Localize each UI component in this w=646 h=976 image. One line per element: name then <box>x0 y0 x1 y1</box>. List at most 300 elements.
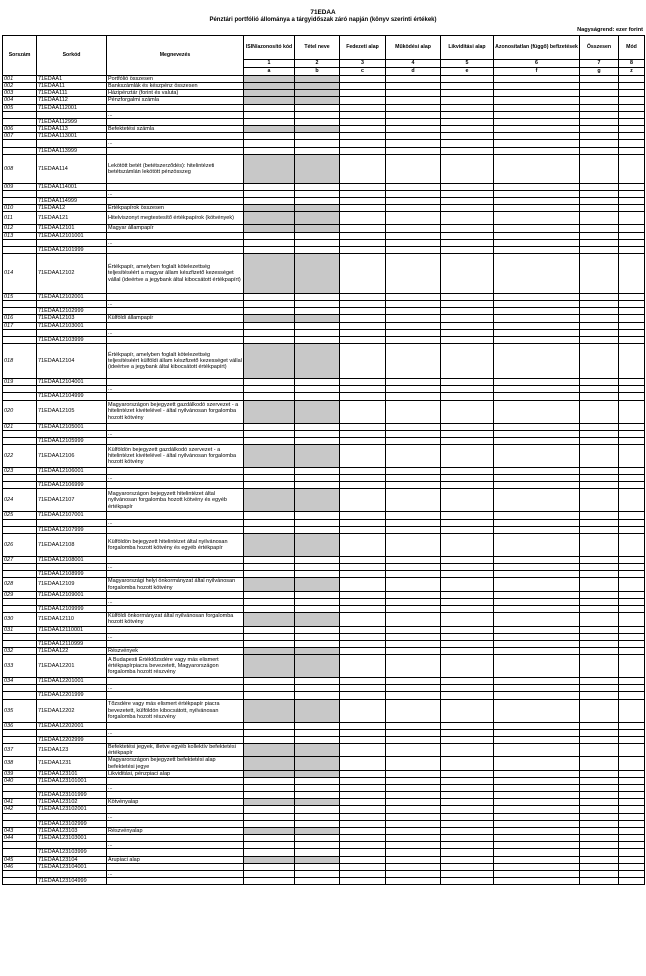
row-value-cell <box>580 489 619 512</box>
row-value-cell <box>619 232 645 239</box>
row-value-cell <box>386 147 441 154</box>
row-isin-cell <box>244 692 295 699</box>
row-tetel-neve-cell <box>295 315 340 322</box>
row-sorszam <box>3 564 37 571</box>
row-tetel-neve-cell <box>295 729 340 736</box>
row-value-cell <box>494 799 580 806</box>
row-value-cell <box>386 111 441 118</box>
row-value-cell <box>619 613 645 626</box>
table-row <box>3 626 645 633</box>
row-value-cell <box>340 870 386 877</box>
row-sorszam <box>3 633 37 640</box>
row-value-cell <box>494 571 580 578</box>
row-megnevezes: Külföldön bejegyzett hitelintézet által nyilvánosan forgalomba hozott kötvény és egyéb értékpapír <box>107 533 244 556</box>
row-value-cell <box>386 329 441 336</box>
row-isin-cell <box>244 722 295 729</box>
row-megnevezes: Befektetési számla <box>107 126 244 133</box>
row-value-cell <box>619 736 645 743</box>
row-value-cell <box>494 445 580 468</box>
row-sorkod <box>37 386 107 393</box>
row-value-cell <box>340 519 386 526</box>
row-megnevezes: Magyarországi helyi önkormányzat által nyilvánosan forgalomba hozott kötvény <box>107 578 244 591</box>
table-row <box>3 856 645 863</box>
row-sorszam: 006 <box>3 126 37 133</box>
row-value-cell <box>441 111 494 118</box>
row-value-cell <box>619 598 645 605</box>
row-value-cell <box>580 83 619 90</box>
row-isin-cell <box>244 308 295 315</box>
row-value-cell <box>494 198 580 205</box>
row-megnevezes <box>107 640 244 647</box>
col-sorszam: Sorszám <box>3 36 37 76</box>
row-value-cell <box>580 239 619 246</box>
row-value-cell <box>580 308 619 315</box>
row-value-cell <box>340 225 386 232</box>
table-row <box>3 232 645 239</box>
row-megnevezes <box>107 849 244 856</box>
table-row <box>3 526 645 533</box>
row-value-cell <box>386 118 441 125</box>
row-megnevezes: Likviditási, pénzpiaci alap <box>107 770 244 777</box>
row-sorkod <box>37 111 107 118</box>
row-isin-cell <box>244 475 295 482</box>
row-value-cell <box>619 301 645 308</box>
table-row <box>3 827 645 834</box>
row-value-cell <box>619 329 645 336</box>
row-tetel-neve-cell <box>295 475 340 482</box>
row-sorkod: 71EDAA12 <box>37 205 107 212</box>
row-value-cell <box>441 133 494 140</box>
row-value-cell <box>386 849 441 856</box>
row-value-cell <box>386 640 441 647</box>
row-isin-cell <box>244 519 295 526</box>
row-value-cell <box>441 475 494 482</box>
row-sorkod <box>37 685 107 692</box>
table-row <box>3 97 645 104</box>
row-value-cell <box>619 154 645 183</box>
row-tetel-neve-cell <box>295 842 340 849</box>
row-value-cell <box>494 626 580 633</box>
row-value-cell <box>494 685 580 692</box>
row-sorszam: 010 <box>3 205 37 212</box>
row-value-cell <box>494 744 580 757</box>
row-value-cell <box>580 344 619 379</box>
row-value-cell <box>494 757 580 770</box>
row-sorkod: 71EDAA123104001 <box>37 863 107 870</box>
row-value-cell <box>494 598 580 605</box>
row-value-cell <box>619 489 645 512</box>
row-value-cell <box>386 685 441 692</box>
row-sorkod: 71EDAA123101999 <box>37 792 107 799</box>
row-megnevezes: Értékpapír, amelyben foglalt kötelezettség teljesítéséért a magyar állam készfizető kezességet vállal (ideértve a jegybank által kibocsátott értékpapírt) <box>107 253 244 293</box>
row-sorszam <box>3 482 37 489</box>
row-isin-cell <box>244 97 295 104</box>
row-value-cell <box>494 400 580 423</box>
row-sorszam <box>3 111 37 118</box>
row-value-cell <box>386 571 441 578</box>
row-megnevezes <box>107 591 244 598</box>
row-sorkod: 71EDAA123104999 <box>37 878 107 885</box>
row-tetel-neve-cell <box>295 647 340 654</box>
row-value-cell <box>619 239 645 246</box>
row-tetel-neve-cell <box>295 519 340 526</box>
row-sorszam: 013 <box>3 232 37 239</box>
row-sorszam: 043 <box>3 827 37 834</box>
row-value-cell <box>619 757 645 770</box>
row-value-cell <box>340 76 386 83</box>
table-row <box>3 571 645 578</box>
row-sorszam: 019 <box>3 379 37 386</box>
row-isin-cell <box>244 512 295 519</box>
table-row <box>3 111 645 118</box>
row-value-cell <box>580 633 619 640</box>
row-isin-cell <box>244 225 295 232</box>
row-value-cell <box>340 445 386 468</box>
col-letter: f <box>494 68 580 76</box>
row-tetel-neve-cell <box>295 736 340 743</box>
row-tetel-neve-cell <box>295 133 340 140</box>
row-sorkod: 71EDAA123102 <box>37 799 107 806</box>
row-megnevezes: ... <box>107 111 244 118</box>
table-row <box>3 722 645 729</box>
row-isin-cell <box>244 90 295 97</box>
row-sorszam: 031 <box>3 626 37 633</box>
row-megnevezes <box>107 308 244 315</box>
row-value-cell <box>580 606 619 613</box>
row-sorkod: 71EDAA12109001 <box>37 591 107 598</box>
row-value-cell <box>494 556 580 563</box>
row-sorszam <box>3 475 37 482</box>
row-value-cell <box>619 126 645 133</box>
row-tetel-neve-cell <box>295 792 340 799</box>
row-megnevezes: Külföldön bejegyzett gazdálkodó szervezet - a hitelintézet kivételével - által nyilvánosan forgalomba hozott kötvény <box>107 445 244 468</box>
row-value-cell <box>441 736 494 743</box>
row-value-cell <box>441 225 494 232</box>
row-value-cell <box>386 757 441 770</box>
row-value-cell <box>494 722 580 729</box>
row-value-cell <box>494 655 580 678</box>
row-value-cell <box>494 154 580 183</box>
row-sorkod: 71EDAA12110999 <box>37 640 107 647</box>
row-value-cell <box>619 606 645 613</box>
row-sorkod <box>37 870 107 877</box>
row-value-cell <box>580 482 619 489</box>
row-value-cell <box>386 626 441 633</box>
row-sorszam: 025 <box>3 512 37 519</box>
row-sorkod: 71EDAA113999 <box>37 147 107 154</box>
row-tetel-neve-cell <box>295 336 340 343</box>
table-row <box>3 835 645 842</box>
row-sorkod: 71EDAA123103 <box>37 827 107 834</box>
row-value-cell <box>494 647 580 654</box>
row-value-cell <box>441 400 494 423</box>
row-value-cell <box>340 827 386 834</box>
row-isin-cell <box>244 386 295 393</box>
row-isin-cell <box>244 212 295 225</box>
row-isin-cell <box>244 183 295 190</box>
row-value-cell <box>386 445 441 468</box>
row-value-cell <box>619 104 645 111</box>
row-value-cell <box>386 475 441 482</box>
row-value-cell <box>619 519 645 526</box>
row-value-cell <box>340 820 386 827</box>
row-tetel-neve-cell <box>295 571 340 578</box>
row-megnevezes <box>107 437 244 444</box>
row-sorkod: 71EDAA123104 <box>37 856 107 863</box>
row-megnevezes <box>107 322 244 329</box>
row-value-cell <box>340 685 386 692</box>
table-row <box>3 445 645 468</box>
row-value-cell <box>441 863 494 870</box>
row-value-cell <box>386 253 441 293</box>
row-megnevezes: ... <box>107 430 244 437</box>
row-value-cell <box>386 792 441 799</box>
row-value-cell <box>386 526 441 533</box>
row-sorkod <box>37 301 107 308</box>
row-value-cell <box>340 849 386 856</box>
row-value-cell <box>340 118 386 125</box>
row-value-cell <box>441 301 494 308</box>
row-isin-cell <box>244 571 295 578</box>
row-value-cell <box>619 482 645 489</box>
row-sorkod: 71EDAA12109999 <box>37 606 107 613</box>
table-row <box>3 344 645 379</box>
row-value-cell <box>494 293 580 300</box>
row-value-cell <box>494 232 580 239</box>
table-row <box>3 329 645 336</box>
row-value-cell <box>580 556 619 563</box>
row-sorszam <box>3 606 37 613</box>
row-sorkod: 71EDAA113001 <box>37 133 107 140</box>
row-value-cell <box>494 205 580 212</box>
row-value-cell <box>340 591 386 598</box>
row-megnevezes: ... <box>107 140 244 147</box>
row-tetel-neve-cell <box>295 757 340 770</box>
row-tetel-neve-cell <box>295 533 340 556</box>
row-isin-cell <box>244 293 295 300</box>
row-value-cell <box>340 792 386 799</box>
row-sorszam <box>3 729 37 736</box>
row-tetel-neve-cell <box>295 699 340 722</box>
row-value-cell <box>441 835 494 842</box>
row-value-cell <box>494 322 580 329</box>
row-value-cell <box>441 827 494 834</box>
row-value-cell <box>386 820 441 827</box>
row-value-cell <box>494 83 580 90</box>
row-value-cell <box>619 393 645 400</box>
row-isin-cell <box>244 232 295 239</box>
row-megnevezes: Magyar állampapír <box>107 225 244 232</box>
row-value-cell <box>340 301 386 308</box>
row-megnevezes: ... <box>107 301 244 308</box>
row-value-cell <box>494 842 580 849</box>
row-sorkod: 71EDAA112 <box>37 97 107 104</box>
row-isin-cell <box>244 190 295 197</box>
row-megnevezes <box>107 678 244 685</box>
row-value-cell <box>340 140 386 147</box>
row-sorszam: 022 <box>3 445 37 468</box>
row-isin-cell <box>244 430 295 437</box>
row-sorkod: 71EDAA12101 <box>37 225 107 232</box>
row-value-cell <box>580 799 619 806</box>
row-tetel-neve-cell <box>295 813 340 820</box>
row-sorszam: 029 <box>3 591 37 598</box>
row-value-cell <box>494 489 580 512</box>
row-sorszam: 018 <box>3 344 37 379</box>
row-value-cell <box>619 400 645 423</box>
row-value-cell <box>441 685 494 692</box>
row-megnevezes <box>107 246 244 253</box>
table-row <box>3 225 645 232</box>
row-value-cell <box>386 379 441 386</box>
row-value-cell <box>580 293 619 300</box>
row-tetel-neve-cell <box>295 591 340 598</box>
row-sorszam: 039 <box>3 770 37 777</box>
row-value-cell <box>619 799 645 806</box>
row-value-cell <box>580 97 619 104</box>
row-tetel-neve-cell <box>295 655 340 678</box>
row-value-cell <box>340 571 386 578</box>
row-value-cell <box>386 97 441 104</box>
row-value-cell <box>386 591 441 598</box>
row-value-cell <box>580 626 619 633</box>
row-value-cell <box>340 475 386 482</box>
table-row <box>3 606 645 613</box>
row-sorkod: 71EDAA123102999 <box>37 820 107 827</box>
row-megnevezes: ... <box>107 190 244 197</box>
row-value-cell <box>619 468 645 475</box>
row-value-cell <box>580 640 619 647</box>
table-row <box>3 757 645 770</box>
row-value-cell <box>494 308 580 315</box>
row-value-cell <box>580 856 619 863</box>
row-value-cell <box>619 655 645 678</box>
table-row <box>3 198 645 205</box>
row-value-cell <box>386 301 441 308</box>
row-value-cell <box>386 863 441 870</box>
row-value-cell <box>340 239 386 246</box>
row-megnevezes <box>107 482 244 489</box>
row-megnevezes: Külföldi önkormányzat által nyilvánosan forgalomba hozott kötvény <box>107 613 244 626</box>
row-value-cell <box>580 785 619 792</box>
row-value-cell <box>340 83 386 90</box>
table-row <box>3 640 645 647</box>
row-isin-cell <box>244 118 295 125</box>
row-sorszam <box>3 685 37 692</box>
row-value-cell <box>494 76 580 83</box>
row-value-cell <box>494 770 580 777</box>
row-value-cell <box>494 379 580 386</box>
row-value-cell <box>340 777 386 784</box>
row-value-cell <box>441 379 494 386</box>
table-row <box>3 785 645 792</box>
row-sorszam <box>3 785 37 792</box>
table-body <box>3 76 645 885</box>
row-megnevezes: ... <box>107 785 244 792</box>
row-value-cell <box>340 336 386 343</box>
table-row <box>3 870 645 877</box>
row-sorszam <box>3 308 37 315</box>
row-value-cell <box>340 699 386 722</box>
row-value-cell <box>580 225 619 232</box>
row-tetel-neve-cell <box>295 111 340 118</box>
row-value-cell <box>494 512 580 519</box>
table-row <box>3 212 645 225</box>
row-sorszam: 021 <box>3 423 37 430</box>
row-value-cell <box>441 423 494 430</box>
row-sorszam: 032 <box>3 647 37 654</box>
row-isin-cell <box>244 301 295 308</box>
row-value-cell <box>340 111 386 118</box>
row-isin-cell <box>244 813 295 820</box>
row-sorszam <box>3 437 37 444</box>
row-megnevezes: Portfólió összesen <box>107 76 244 83</box>
row-value-cell <box>494 329 580 336</box>
row-value-cell <box>441 647 494 654</box>
row-value-cell <box>386 827 441 834</box>
row-value-cell <box>340 329 386 336</box>
col-azonositatlan: Azonosítatlan (függő) befizetések <box>494 36 580 60</box>
row-isin-cell <box>244 598 295 605</box>
row-tetel-neve-cell <box>295 489 340 512</box>
row-value-cell <box>619 512 645 519</box>
row-value-cell <box>494 301 580 308</box>
row-sorszam <box>3 147 37 154</box>
table-row <box>3 253 645 293</box>
row-sorszam <box>3 842 37 849</box>
row-sorszam <box>3 336 37 343</box>
row-value-cell <box>386 400 441 423</box>
row-value-cell <box>619 140 645 147</box>
row-value-cell <box>494 118 580 125</box>
table-row <box>3 76 645 83</box>
row-value-cell <box>340 640 386 647</box>
row-value-cell <box>580 133 619 140</box>
row-sorszam <box>3 792 37 799</box>
row-megnevezes <box>107 147 244 154</box>
row-isin-cell <box>244 526 295 533</box>
row-value-cell <box>580 445 619 468</box>
row-value-cell <box>386 232 441 239</box>
row-tetel-neve-cell <box>295 863 340 870</box>
row-value-cell <box>580 613 619 626</box>
row-value-cell <box>340 729 386 736</box>
row-value-cell <box>494 344 580 379</box>
row-value-cell <box>386 578 441 591</box>
col-likviditasi-alap: Likviditási alap <box>441 36 494 60</box>
row-value-cell <box>386 133 441 140</box>
row-value-cell <box>386 870 441 877</box>
row-sorkod: 71EDAA123103999 <box>37 849 107 856</box>
row-sorszam <box>3 386 37 393</box>
row-sorkod: 71EDAA12101001 <box>37 232 107 239</box>
row-value-cell <box>580 692 619 699</box>
row-tetel-neve-cell <box>295 878 340 885</box>
row-isin-cell <box>244 564 295 571</box>
row-tetel-neve-cell <box>295 379 340 386</box>
row-value-cell <box>386 835 441 842</box>
row-value-cell <box>340 104 386 111</box>
row-value-cell <box>340 468 386 475</box>
row-value-cell <box>619 878 645 885</box>
row-value-cell <box>441 878 494 885</box>
row-tetel-neve-cell <box>295 640 340 647</box>
row-sorkod <box>37 329 107 336</box>
row-value-cell <box>386 437 441 444</box>
table-row <box>3 468 645 475</box>
table-row <box>3 591 645 598</box>
row-value-cell <box>340 842 386 849</box>
